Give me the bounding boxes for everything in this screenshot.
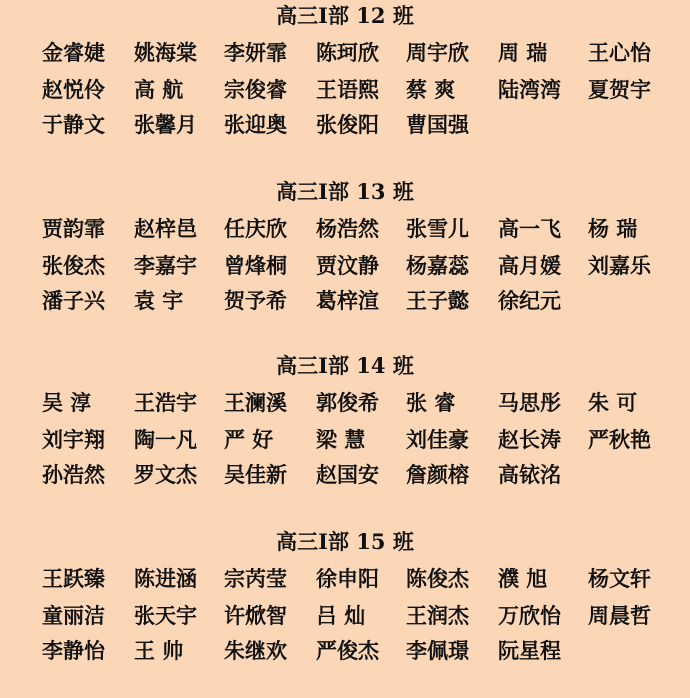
student-name: 罗文杰 <box>134 462 197 487</box>
student-name: 陈珂欣 <box>316 40 379 65</box>
student-name: 李妍霏 <box>224 40 287 65</box>
student-name: 张俊阳 <box>316 112 379 137</box>
student-name: 周宇欣 <box>406 40 469 65</box>
student-name: 高月媛 <box>498 253 561 278</box>
student-name: 刘佳豪 <box>406 427 469 452</box>
student-name: 杨嘉蕊 <box>406 253 469 278</box>
student-name: 高 航 <box>134 77 184 102</box>
student-name: 许焮智 <box>224 603 287 628</box>
class-section <box>0 528 690 698</box>
student-name: 朱继欢 <box>224 638 287 663</box>
student-name: 严 好 <box>224 427 274 452</box>
student-name: 詹颜榕 <box>406 462 469 487</box>
student-name: 李佩璟 <box>406 638 469 663</box>
student-name: 贾韵霏 <box>42 216 105 241</box>
student-name-grid <box>0 212 690 322</box>
class-section <box>0 178 690 348</box>
student-name: 孙浩然 <box>42 462 105 487</box>
class-title: 高三Ⅰ部 13 班 <box>276 179 414 204</box>
student-name: 宗芮莹 <box>224 566 287 591</box>
student-name: 张馨月 <box>134 112 197 137</box>
student-name: 王心怡 <box>588 40 651 65</box>
student-name: 梁 慧 <box>316 427 366 452</box>
student-name: 王语熙 <box>316 77 379 102</box>
student-name: 张俊杰 <box>42 253 105 278</box>
student-name: 任庆欣 <box>224 216 287 241</box>
student-name: 童丽洁 <box>42 603 105 628</box>
student-name: 刘宇翔 <box>42 427 105 452</box>
student-name: 周 瑞 <box>498 40 548 65</box>
student-name: 贺予希 <box>224 288 287 313</box>
student-name: 曾烽桐 <box>224 253 287 278</box>
student-name: 周晨哲 <box>588 603 651 628</box>
student-name: 王子懿 <box>406 288 469 313</box>
student-name: 严俊杰 <box>316 638 379 663</box>
student-name: 张迎奥 <box>224 112 287 137</box>
student-name: 陈进涵 <box>134 566 197 591</box>
student-name: 王润杰 <box>406 603 469 628</box>
class-title: 高三Ⅰ部 15 班 <box>276 529 414 554</box>
student-name: 郭俊希 <box>316 390 379 415</box>
student-name-grid <box>0 36 690 146</box>
class-section <box>0 352 690 522</box>
student-name-grid <box>0 562 690 672</box>
class-title: 高三Ⅰ部 12 班 <box>276 3 414 28</box>
student-name: 高一飞 <box>498 216 561 241</box>
student-name: 徐申阳 <box>316 566 379 591</box>
student-name: 夏贺宇 <box>588 77 651 102</box>
student-name: 吴 淳 <box>42 390 92 415</box>
student-name: 李嘉宇 <box>134 253 197 278</box>
student-name: 刘嘉乐 <box>588 253 651 278</box>
student-name: 徐纪元 <box>498 288 561 313</box>
student-name: 赵梓邑 <box>134 216 197 241</box>
student-name: 赵长涛 <box>498 427 561 452</box>
student-name: 阮星程 <box>498 638 561 663</box>
student-name: 葛梓渲 <box>316 288 379 313</box>
student-name: 曹国强 <box>406 112 469 137</box>
student-name: 姚海棠 <box>134 40 197 65</box>
student-name: 杨文轩 <box>588 566 651 591</box>
student-name: 赵国安 <box>316 462 379 487</box>
student-name: 杨浩然 <box>316 216 379 241</box>
student-name: 吴佳新 <box>224 462 287 487</box>
student-name: 张天宇 <box>134 603 197 628</box>
student-name: 万欣怡 <box>498 603 561 628</box>
student-name: 陆湾湾 <box>498 77 561 102</box>
student-name: 濮 旭 <box>498 566 548 591</box>
student-name: 王 帅 <box>134 638 184 663</box>
student-name: 高铱洺 <box>498 462 561 487</box>
class-title: 高三Ⅰ部 14 班 <box>276 353 414 378</box>
student-name: 于静文 <box>42 112 105 137</box>
student-name: 李静怡 <box>42 638 105 663</box>
student-name: 潘子兴 <box>42 288 105 313</box>
student-name: 王浩宇 <box>134 390 197 415</box>
student-name: 马思彤 <box>498 390 561 415</box>
student-name: 严秋艳 <box>588 427 651 452</box>
class-section <box>0 2 690 172</box>
student-name: 吕 灿 <box>316 603 366 628</box>
student-name: 朱 可 <box>588 390 638 415</box>
student-name: 袁 宇 <box>134 288 184 313</box>
student-name: 赵悦伶 <box>42 77 105 102</box>
student-name: 蔡 爽 <box>406 77 456 102</box>
student-name: 王澜溪 <box>224 390 287 415</box>
student-name-grid <box>0 386 690 496</box>
student-name: 陶一凡 <box>134 427 197 452</box>
student-name: 杨 瑞 <box>588 216 638 241</box>
student-name: 陈俊杰 <box>406 566 469 591</box>
student-name: 张雪儿 <box>406 216 469 241</box>
student-name: 张 睿 <box>406 390 456 415</box>
student-name: 宗俊睿 <box>224 77 287 102</box>
student-name: 贾汶静 <box>316 253 379 278</box>
student-name: 金睿婕 <box>42 40 105 65</box>
student-name: 王跃臻 <box>42 566 105 591</box>
